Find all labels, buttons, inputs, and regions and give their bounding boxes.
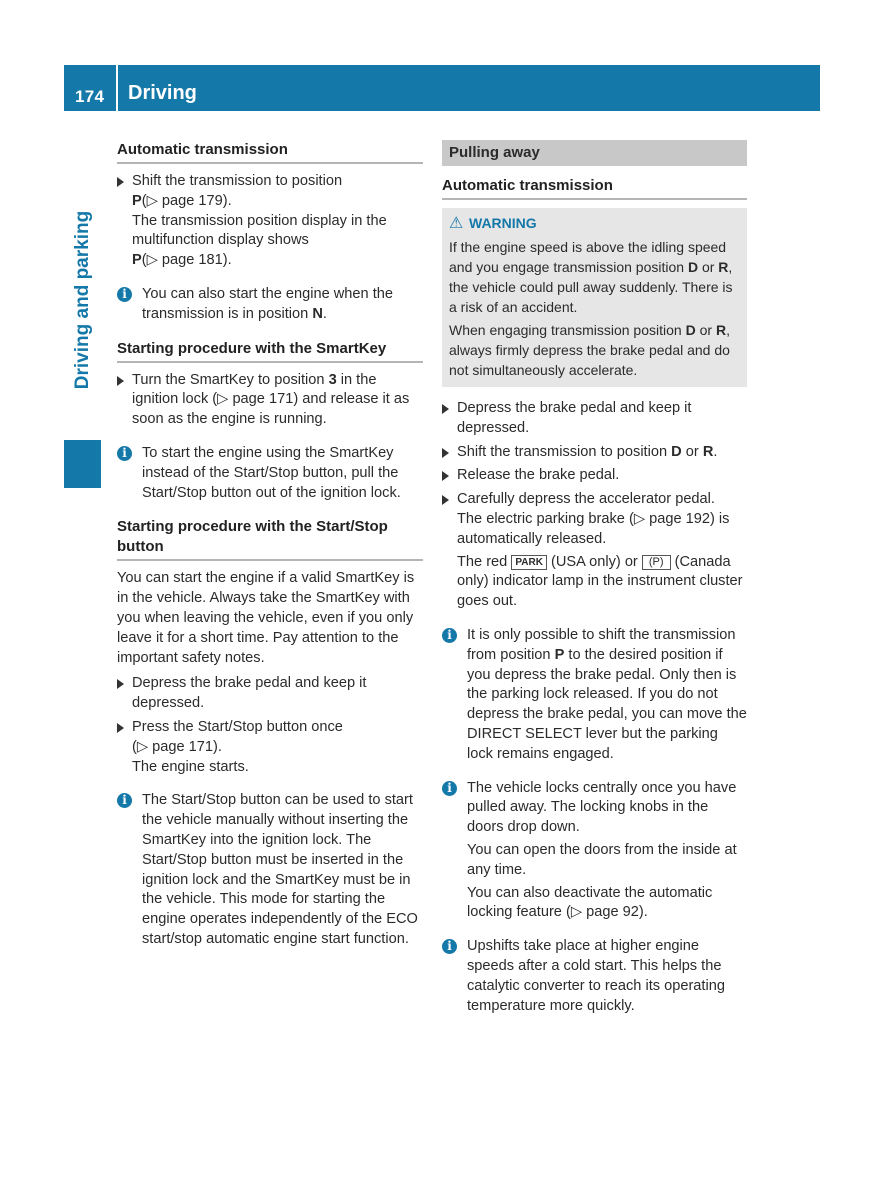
warning-triangle-icon: ⚠ <box>449 215 464 232</box>
side-tab-marker <box>64 440 101 488</box>
info-icon: i <box>117 446 132 461</box>
instruction-step: Depress the brake pedal and keep it depressed. <box>117 674 423 714</box>
park-indicator-lamp: PARK <box>511 555 547 570</box>
triangle-bullet-icon <box>117 177 124 187</box>
info-note: i The vehicle locks centrally once you have pulled away. The locking knobs in the doors drop down. You can open the doors from the inside at any time. You can also deactivate the automatic locking feature (▷ page 92). <box>442 779 747 924</box>
instruction-step: Shift the transmission to position P(▷ page 179). The transmission position display in the multifunction display shows P(▷ page 181). <box>117 172 423 271</box>
instruction-step: Depress the brake pedal and keep it depressed. <box>442 399 747 439</box>
triangle-bullet-icon <box>117 723 124 733</box>
info-icon: i <box>442 781 457 796</box>
page-header <box>64 65 820 111</box>
triangle-bullet-icon <box>117 679 124 689</box>
section-heading: Starting procedure with the SmartKey <box>117 339 423 363</box>
page-title: Driving <box>128 82 197 104</box>
info-note: i Upshifts take place at higher engine speeds after a cold start. This helps the catalytic converter to reach its operating temperature more quickly. <box>442 937 747 1016</box>
triangle-bullet-icon <box>442 448 449 458</box>
triangle-bullet-icon <box>442 495 449 505</box>
warning-box: ⚠ WARNING If the engine speed is above the idling speed and you engage transmission position D or R, the vehicle could pull away suddenly. There is a risk of an accident. When engaging transmission position D or R, always firmly depress the brake pedal and do not simultaneously accelerate. <box>442 208 747 387</box>
section-heading: Automatic transmission <box>117 140 423 164</box>
info-note: i To start the engine using the SmartKey instead of the Start/Stop button, pull the Start/Stop button out of the ignition lock. <box>117 444 423 503</box>
right-column <box>442 140 747 1030</box>
triangle-bullet-icon <box>442 404 449 414</box>
side-tab <box>64 112 101 487</box>
info-note: i You can also start the engine when the transmission is in position N. <box>117 285 423 325</box>
info-note: i It is only possible to shift the transmission from position P to the desired position if you depress the brake pedal. Only then is the parking lock released. If you do not depress the brake pedal, you can move the DIRECT SELECT lever but the parking lock remains engaged. <box>442 626 747 765</box>
info-icon: i <box>117 287 132 302</box>
section-heading: Automatic transmission <box>442 176 747 200</box>
info-icon: i <box>442 939 457 954</box>
paragraph: You can start the engine if a valid SmartKey is in the vehicle. Always take the SmartKey with you when leaving the vehicle, even if you only leave it for a short time. Pay attention to the important safety notes. <box>117 570 415 666</box>
section-banner: Pulling away <box>442 140 747 166</box>
info-icon: i <box>442 628 457 643</box>
triangle-bullet-icon <box>442 471 449 481</box>
instruction-step: Shift the transmission to position D or R. <box>442 443 747 463</box>
instruction-step: Carefully depress the accelerator pedal. The electric parking brake (▷ page 192) is automatically released. The red PARK (USA only) or (P) (Canada only) indicator lamp in the instrument cluster goes out. <box>442 490 747 612</box>
page-number: 174 <box>75 87 105 106</box>
triangle-bullet-icon <box>117 376 124 386</box>
left-column <box>117 140 423 964</box>
section-heading: Starting procedure with the Start/Stop button <box>117 517 423 561</box>
info-note: i The Start/Stop button can be used to start the vehicle manually without inserting the SmartKey into the ignition lock. The Start/Stop button must be inserted in the ignition lock and the SmartKey must be in the vehicle. This mode for starting the engine operates independently of the ECO start/stop automatic engine start function. <box>117 791 423 949</box>
instruction-step: Release the brake pedal. <box>442 466 747 486</box>
instruction-step: Turn the SmartKey to position 3 in the ignition lock (▷ page 171) and release it as soon as the engine is running. <box>117 371 423 430</box>
info-icon: i <box>117 793 132 808</box>
side-tab-label: Driving and parking <box>71 210 93 389</box>
parking-brake-indicator-lamp: (P) <box>642 555 671 570</box>
header-divider <box>116 65 118 111</box>
instruction-step: Press the Start/Stop button once (▷ page 171). The engine starts. <box>117 718 423 777</box>
